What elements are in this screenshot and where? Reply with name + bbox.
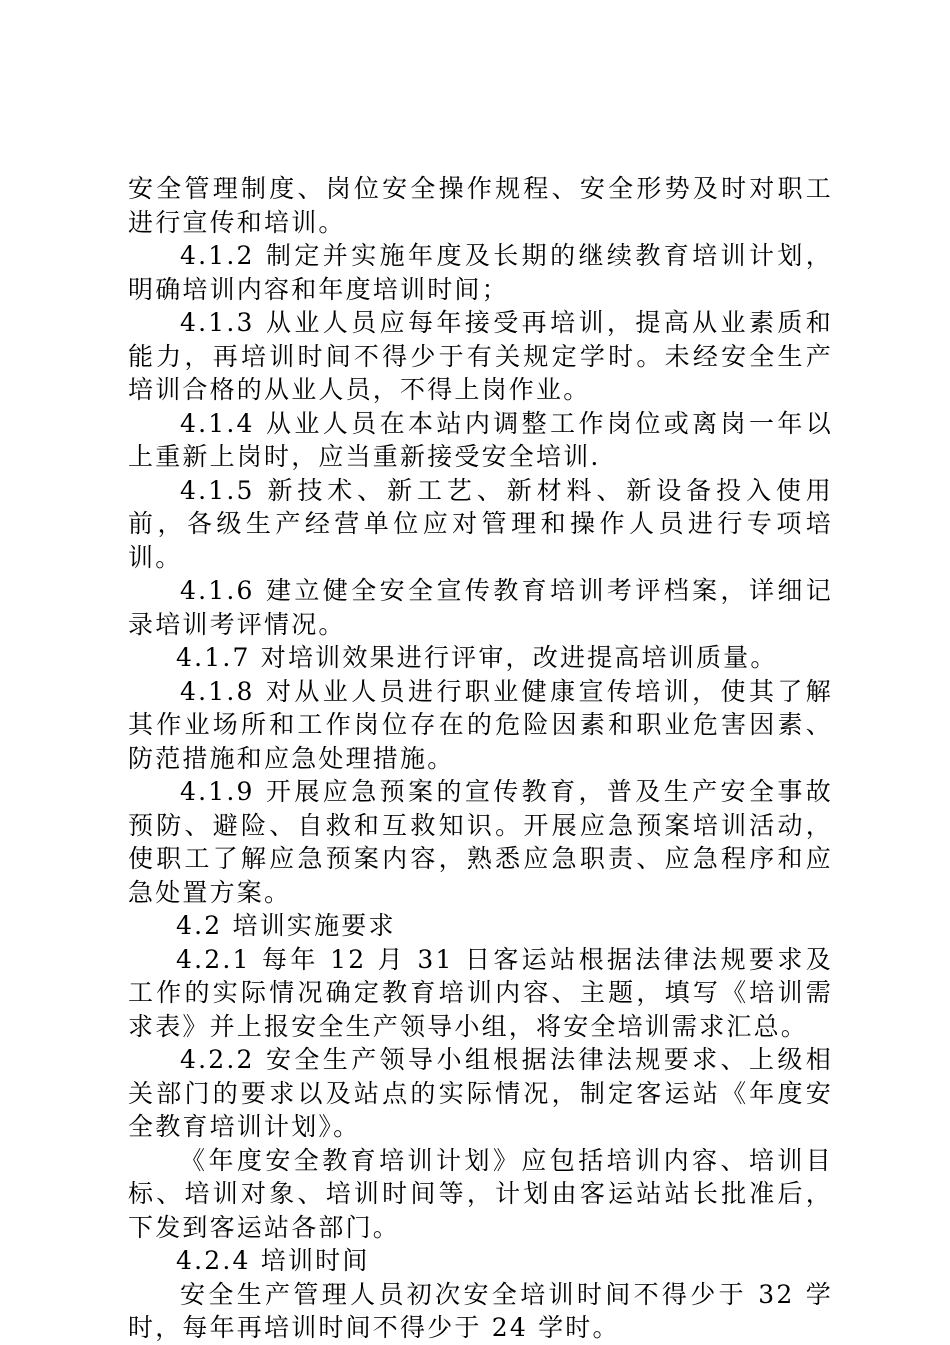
paragraph-4-1-7: 4.1.7 对培训效果进行评审，改进提高培训质量。 [176,643,778,672]
paragraph-4-1-5: 4.1.5 新技术、新工艺、新材料、新设备投入使用前，各级生产经营单位应对管理和操作人员进行专项培训。 [128,475,833,572]
document-body [128,172,833,1345]
paragraph-4-1-6: 4.1.6 建立健全安全宣传教育培训考评档案，详细记录培训考评情况。 [128,576,833,639]
paragraph-training-hours: 安全生产管理人员初次安全培训时间不得少于 32 学时，每年再培训时间不得少于 24 学时。 [128,1279,833,1342]
paragraph-4-1-2: 4.1.2 制定并实施年度及长期的继续教育培训计划，明确培训内容和年度培训时间； [128,241,833,304]
paragraph-4-2-1: 4.2.1 每年 12 月 31 日客运站根据法律法规要求及工作的实际情况确定教育培训内容、主题，填写《培训需求表》并上报安全生产领导小组，将安全培训需求汇总。 [128,944,833,1041]
paragraph-4-1-3: 4.1.3 从业人员应每年接受再培训，提高从业素质和能力，再培训时间不得少于有关规定学时。未经安全生产培训合格的从业人员，不得上岗作业。 [128,308,833,404]
paragraph-4-1-9: 4.1.9 开展应急预案的宣传教育，普及生产安全事故预防、避险、自救和互救知识。开展应急预案培训活动，使职工了解应急预案内容，熟悉应急职责、应急程序和应急处置方案。 [128,777,833,907]
paragraph-4-1-4: 4.1.4 从业人员在本站内调整工作岗位或离岗一年以上重新上岗时，应当重新接受安全培训. [128,408,833,471]
section-heading-4-2: 4.2 培训实施要求 [176,911,396,940]
paragraph-4-1-8: 4.1.8 对从业人员进行职业健康宣传培训，使其了解其作业场所和工作岗位存在的危险因素和职业危害因素、防范措施和应急处理措施。 [128,676,833,773]
paragraph-continuation: 安全管理制度、岗位安全操作规程、安全形势及时对职工进行宣传和培训。 [128,174,833,237]
paragraph-plan-contents: 《年度安全教育培训计划》应包括培训内容、培训目标、培训对象、培训时间等，计划由客运站站长批准后，下发到客运站各部门。 [128,1145,833,1242]
paragraph-4-2-2: 4.2.2 安全生产领导小组根据法律法规要求、上级相关部门的要求以及站点的实际情况，制定客运站《年度安全教育培训计划》。 [128,1045,833,1141]
section-heading-4-2-4: 4.2.4 培训时间 [176,1246,370,1275]
